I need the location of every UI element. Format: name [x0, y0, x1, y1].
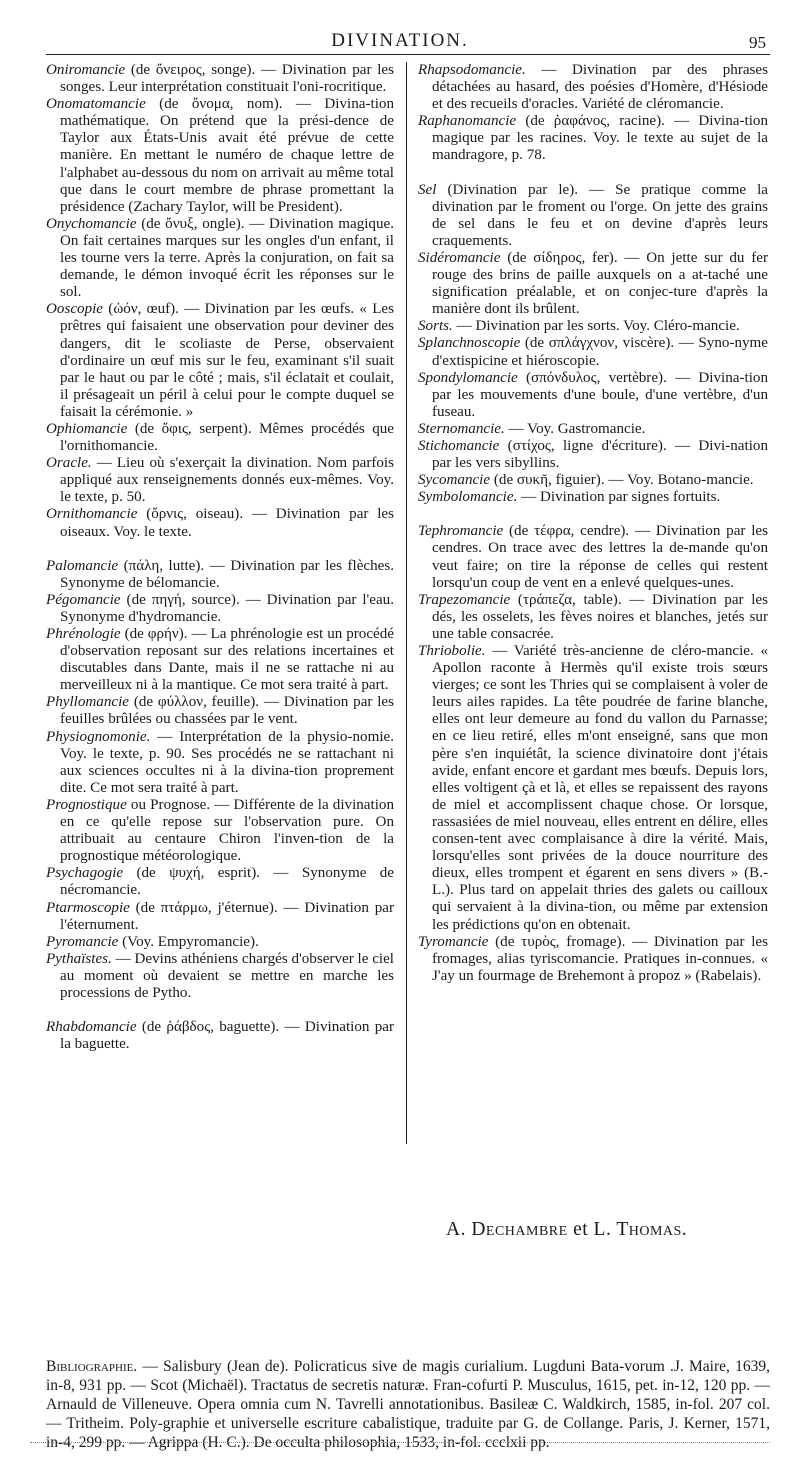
dictionary-entry [418, 335, 768, 369]
entry-term: Sorts. [418, 318, 453, 335]
dictionary-entry [46, 216, 394, 301]
entry-text: — Divination par des phrases détachées au hasard, des poésies d'Homère, d'Hésiode et des recueils d'oracles. Variété de cléromancie. [432, 62, 768, 113]
entry-text: (de συκῆ, figuier). — Voy. Botano-mancie. [490, 472, 754, 489]
dictionary-entry [46, 934, 394, 951]
entry-term: Sycomancie [418, 472, 491, 489]
entry-term: Pythaïstes. [46, 950, 112, 967]
author-2: L. Thomas. [593, 1219, 688, 1240]
entry-term: Physiognomonie. [46, 728, 151, 745]
dictionary-entry [46, 558, 394, 592]
entry-term: Phrénologie [46, 626, 121, 642]
dictionary-entry [46, 626, 394, 694]
entry-term: Sel [418, 181, 437, 198]
entry-gap [418, 506, 768, 523]
dictionary-entry [46, 62, 394, 96]
entry-term: Stichomancie [418, 437, 500, 454]
dictionary-entry [418, 62, 768, 113]
entry-text: (στίχος, ligne d'écriture). — Divi-nation par les vers sibyllins. [432, 437, 768, 472]
entry-text: (de ψυχή, esprit). — Synonyme de nécromancie. [60, 865, 394, 899]
entry-term: Sidéromancie [418, 249, 501, 266]
entry-term: Palomancie [46, 557, 119, 574]
entry-text: (de ῥαφάνος, racine). — Divina-tion magique par les racines. Voy. le texte au sujet de la mandragore, p. 78. [432, 113, 768, 164]
entry-text: — Divination par signes fortuits. [517, 489, 721, 506]
dictionary-entry [46, 96, 394, 216]
entry-text: — Lieu où s'exerçait la divination. Nom parfois appliqué aux renseignements donnés eux-mêmes. Voy. le texte, p. 50. [60, 455, 394, 506]
dictionary-entry [46, 506, 394, 540]
entry-term: Symbolomancie. [418, 489, 518, 506]
entry-gap [418, 165, 768, 182]
entry-term: Prognostique [46, 796, 127, 813]
entry-term: Spondylomancie [418, 369, 518, 386]
entry-term: Rhapsodomancie. [418, 62, 526, 78]
entry-text: (de πηγή, source). — Divination par l'eau. Synonyme d'hydromancie. [60, 591, 394, 625]
page-header [0, 30, 800, 52]
dictionary-entry [46, 900, 394, 934]
entry-text: (de φύλλον, feuille). — Divination par les feuilles brûlées ou chassées par le vent. [60, 694, 394, 728]
dictionary-entry [46, 694, 394, 728]
right-column [418, 62, 768, 985]
entry-text: — Divination par les sorts. Voy. Cléro-mancie. [452, 318, 740, 335]
dictionary-entry [46, 865, 394, 899]
dictionary-entry [418, 421, 768, 438]
entry-term: Sternomancie. [418, 420, 505, 437]
entry-term: Onomatomancie [46, 96, 146, 113]
dictionary-entry [418, 489, 768, 506]
entry-term: Ornithomancie [46, 506, 138, 523]
entry-text: — Devins athéniens chargés d'observer le ciel au moment où devaient se mettre en marche les processions de Pytho. [60, 950, 394, 1001]
entry-text: (Voy. Empyromancie). [118, 933, 259, 950]
entry-term: Thriobolie. [418, 643, 486, 659]
entry-text: (de σίδηρος, fer). — On jette sur du fer rouge des brins de paille auxquels on a at-taché une signification préalable, et on conjec-ture d'après la manière dont ils brûlent. [432, 249, 768, 318]
entry-term: Oniromancie [46, 62, 126, 78]
dictionary-entry [46, 301, 394, 421]
left-column [46, 62, 394, 1053]
dictionary-entry [46, 1019, 394, 1053]
author-signature [446, 1219, 687, 1241]
entry-term: Onychomancie [46, 215, 137, 232]
entry-term: Pyromancie [46, 933, 119, 950]
entry-text: (de ὄνειρος, songe). — Divination par les songes. Leur interprétation constituait l'oni-rocritique. [60, 62, 394, 96]
dictionary-entry [418, 318, 768, 335]
entry-text: ou Prognose. — Différente de la divination en ce qu'elle repose sur l'observation pure. On attribuait au centaure Chiron l'inven-tion de la prognostique météorologique. [60, 796, 394, 865]
dictionary-entry [418, 643, 768, 934]
entry-text: (σπόνδυλος, vertèbre). — Divina-tion par les mouvements d'une boule, d'une vertèbre, d'un fuseau. [432, 369, 768, 420]
entry-term: Phyllomancie [46, 694, 129, 711]
entry-gap [46, 541, 394, 558]
entry-text: (πάλη, lutte). — Divination par les flèches. Synonyme de bélomancie. [60, 557, 394, 591]
bibliography-label: Bibliographie. [46, 1358, 138, 1375]
dictionary-entry [418, 592, 768, 643]
dictionary-entry [418, 934, 768, 985]
entry-text: (de τέφρα, cendre). — Divination par les cendres. On trace avec des lettres la de-mande qu'on veut faire; on tire la réponse de celles qui restent lorsqu'un coup de vent en a enlevé quelques-unes. [432, 523, 768, 591]
entry-text: — Voy. Gastromancie. [504, 420, 646, 437]
header-rule [46, 54, 770, 55]
page-number: 95 [749, 33, 766, 52]
entry-term: Raphanomancie [418, 113, 517, 130]
entry-term: Ophiomancie [46, 420, 128, 437]
entry-term: Ptarmoscopie [46, 899, 130, 916]
entry-text: (de φρήν). — La phrénologie est un procédé d'observation reposant sur des relations incertaines et discutables dans Dante, mais il ne se rattache ni au merveilleux ni à la mantique. Ce mot sera traité à part. [60, 626, 394, 694]
dictionary-entry [46, 951, 394, 1002]
entry-text: (de ῥάβδος, baguette). — Divination par la baguette. [60, 1019, 394, 1053]
bibliography [46, 1357, 770, 1452]
entry-text: (de ὄνομα, nom). — Divina-tion mathématique. On prétend que la prési-dence de Taylor aux États-Unis avait été prévue de cette manière. En mettant le numéro de chaque lettre de l'alphabet au-dessous du nom on arrivait au même total que dans le court membre de phrase promettant la présidence (Zachary Taylor, will be President). [60, 96, 394, 215]
entry-text: (de ὄφις, serpent). Mêmes procédés que l'ornithomancie. [60, 420, 394, 455]
bibliography-text: — Salisbury (Jean de). Policraticus sive de magis curialium. Lugduni Bata-vorum .J. Maire, 1639, in-8, 931 pp. — Scot (Michaël). Tractatus de secretis naturæ. Fran-cofurti P. Musculus, 1615, pet. in-12, 120 pp. — Arnauld de Villeneuve. Opera omnia cum N. Tavrelli annotationibus. Basileæ C. Waldkirch, 1585, in-fol. 207 col. — Tritheim. Poly-graphie et universelle escriture cabalistique, traduite par G. de Collange. Paris, J. Kerner, 1571, in-4, 299 pp. — Agrippa (H. C.). De occulta philosophia, 1533, in-fol. ccclxii pp. [46, 1358, 770, 1451]
entry-term: Ooscopie [46, 301, 104, 318]
dictionary-entry [418, 472, 768, 489]
entry-text: (de τυρὸς, fromage). — Divination par les fromages, alias tyriscomancie. Pratiques in-connues. « J'ay un fourmage de Brehemont à propoz » (Rabelais). [432, 933, 768, 984]
dictionary-entry [418, 113, 768, 164]
entry-gap [46, 1002, 394, 1019]
dictionary-entry [418, 438, 768, 472]
entry-text: (Divination par le). — Se pratique comme la divination par le froment ou l'orge. On jette des grains de sel dans le feu et on devine d'après leurs craquements. [432, 181, 768, 249]
dictionary-entry [46, 592, 394, 626]
dictionary-entry [46, 729, 394, 797]
entry-term: Tephromancie [418, 523, 504, 540]
dictionary-entry [46, 797, 394, 865]
footer-dotted-line [30, 1442, 770, 1444]
entry-text: (ὠόν, œuf). — Divination par les œufs. « Les prêtres qui faisaient une observation pour deviner des dangers, dit le scoliaste de Perse, observaient d'ordinaire un œuf mis sur le feu, examinant s'il suait par le haut ou par le côté ; mais, s'il éclatait et coulait, il présageait un péril à celui pour le compte duquel se faisait la cérémonie. » [60, 301, 394, 420]
entry-text: (de ὄνυξ, ongle). — Divination magique. On fait certaines marques sur les ongles d'un enfant, il les tourne vers la terre. Après la conjuration, on fait sa demande, le démon invoqué écrit les réponses sur le sol. [60, 215, 394, 301]
entry-text: (de πτάρμω, j'éternue). — Divination par l'éternument. [60, 899, 394, 933]
entry-term: Oracle. [46, 455, 92, 472]
entry-text: (τράπεζα, table). — Divination par les dés, les osselets, les fèves noires et blanches, jetés sur une table consacrée. [432, 591, 768, 642]
entry-text: — Variété très-ancienne de cléro-mancie. « Apollon raconte à Hermès qu'il existe trois sœurs vierges; ce sont les Thries qui se complaisent à voler de leurs ailes rapides. La tête poudrée de farine blanche, elles ont leur demeure au fond du vallon du Parnasse; en ce lieu retiré, elles m'ont enseigné, sans que mon père s'en inquiétât, la science divinatoire dont j'étais avide, enfant encore et gardant mes bœufs. Depuis lors, elles voltigent çà et là, et elles se repaissent des rayons de miel et accomplissent chaque chose. Or lorsque, rassasiées de miel nouveau, elles entrent en délire, elles consen-tent avec complaisance à dire la vérité. Mais, lorsqu'elles sont privées de la douce nourriture des dieux, elles trompent et égarent en sens divers » (B.-L.). Plus tard on appelait thries des galets ou cailloux qui servaient à la divina-tion, ou même par extension les prédictions qu'on en obtenait. [432, 643, 768, 933]
entry-term: Psychagogie [46, 865, 124, 882]
entry-term: Rhabdomancie [46, 1019, 137, 1036]
entry-term: Splanchnoscopie [418, 335, 521, 352]
author-1: A. Dechambre [446, 1219, 568, 1240]
entry-term: Pégomancie [46, 591, 121, 608]
dictionary-entry [418, 182, 768, 250]
entry-text: — Interprétation de la physio-nomie. Voy. le texte, p. 90. Ses procédés ne se rattachant ni aux sciences occultes ni à la divina-tion proprement dite. Ce mot sera traité à part. [60, 728, 394, 796]
author-joiner: et [567, 1219, 594, 1240]
dictionary-entry [418, 523, 768, 591]
dictionary-entry [46, 421, 394, 455]
dictionary-entry [46, 455, 394, 506]
running-title: DIVINATION. [331, 30, 469, 51]
dictionary-entry [418, 250, 768, 318]
entry-term: Trapezomancie [418, 591, 511, 608]
entry-text: (ὄρνις, oiseau). — Divination par les oiseaux. Voy. le texte. [60, 506, 394, 540]
column-divider [406, 62, 407, 1144]
entry-term: Tyromancie [418, 933, 489, 950]
entry-text: (de σπλάγχνον, viscère). — Syno-nyme d'extispicine et hiéroscopie. [432, 335, 768, 369]
dictionary-entry [418, 370, 768, 421]
